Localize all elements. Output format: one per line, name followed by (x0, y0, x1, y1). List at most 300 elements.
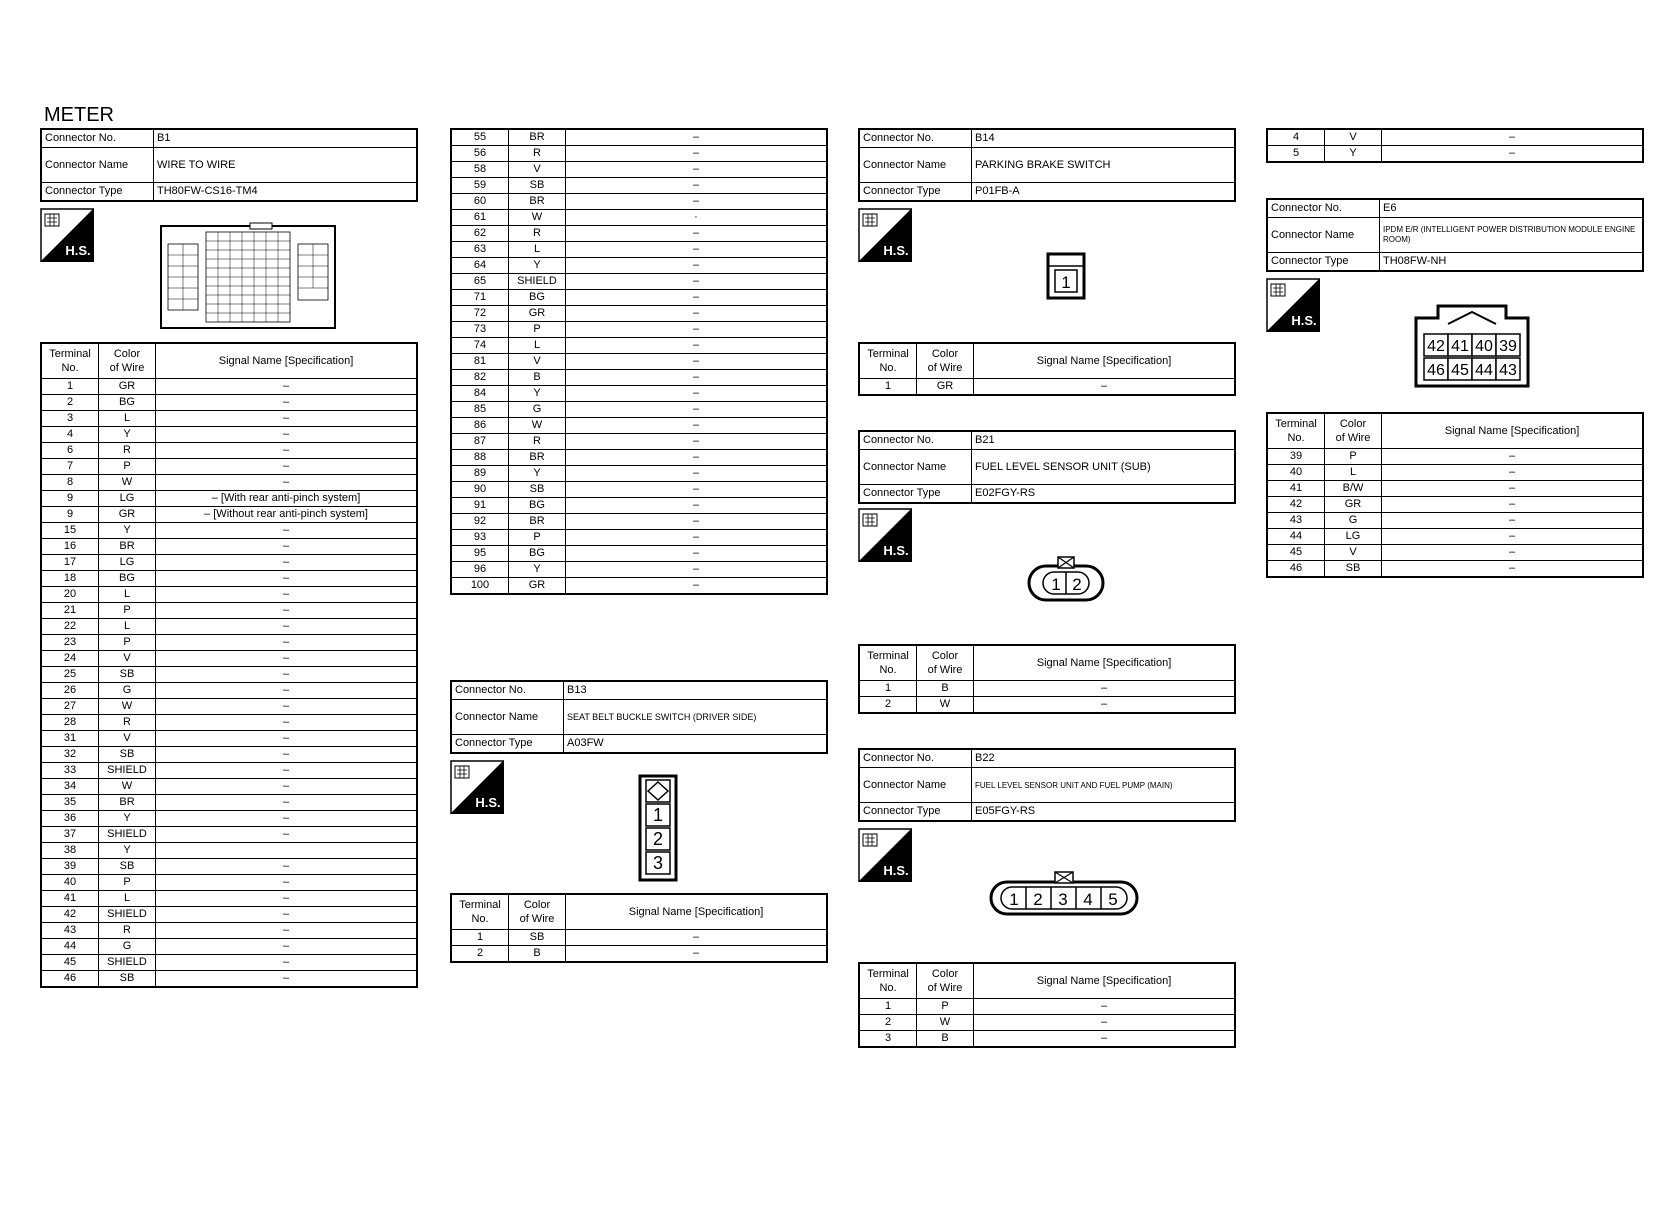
signal-name-cell: – (156, 795, 418, 811)
wire-color-cell: P (509, 322, 566, 338)
wire-color-cell: L (99, 587, 156, 603)
terminal-no-cell: 6 (41, 443, 99, 459)
connector-name-label: Connector Name (41, 148, 154, 183)
e6-pin-45: 45 (1451, 362, 1469, 379)
terminal-no-cell: 44 (41, 939, 99, 955)
wire-color-cell: SHIELD (99, 763, 156, 779)
connector-type-label: Connector Type (859, 485, 972, 504)
table-row (451, 146, 827, 162)
terminal-no-cell: 74 (451, 338, 509, 354)
terminal-no-cell: 36 (41, 811, 99, 827)
table-row (451, 370, 827, 386)
terminal-no-cell: 63 (451, 242, 509, 258)
connector-type-label: Connector Type (451, 735, 564, 754)
connector-no-label: Connector No. (859, 129, 972, 148)
wire-color-cell: SB (1325, 561, 1382, 578)
table-row (1267, 561, 1643, 578)
signal-name-cell: – (156, 443, 418, 459)
connector-name-label: Connector Name (451, 700, 564, 735)
b13-rows (451, 930, 827, 963)
terminal-no-cell: 1 (41, 379, 99, 395)
hs-harness-side-icon (450, 760, 504, 814)
connector-no-label: Connector No. (451, 681, 564, 700)
signal-name-cell: – (156, 939, 418, 955)
table-row (41, 891, 417, 907)
wire-color-cell: LG (99, 555, 156, 571)
signal-name-cell: – (156, 459, 418, 475)
b21-connector-type: E02FGY-RS (972, 485, 1236, 504)
terminal-no-cell: 39 (41, 859, 99, 875)
table-row (1267, 529, 1643, 545)
table-row (41, 587, 417, 603)
wire-color-cell: SB (99, 859, 156, 875)
e6-pin-41: 41 (1451, 338, 1469, 355)
wire-color-cell: R (509, 434, 566, 450)
table-row (41, 859, 417, 875)
signal-name-header: Signal Name [Specification] (156, 343, 418, 379)
table-row (41, 683, 417, 699)
terminal-label: Terminal (867, 348, 909, 360)
signal-name-cell: – (156, 955, 418, 971)
terminal-no-cell: 3 (41, 411, 99, 427)
terminal-no-cell: 37 (41, 827, 99, 843)
table-row (451, 450, 827, 466)
wire-color-cell: GR (509, 306, 566, 322)
table-row (451, 402, 827, 418)
of-wire-label: of Wire (109, 362, 145, 374)
wire-color-cell: V (1325, 129, 1382, 146)
b22-pin-1: 1 (1009, 890, 1019, 909)
b1-terminal-table-continued (450, 128, 828, 595)
e6-pin-43: 43 (1499, 362, 1517, 379)
wire-color-cell: LG (1325, 529, 1382, 545)
b14-info-table (858, 128, 1236, 202)
signal-name-cell: – (566, 129, 828, 146)
wire-color-cell: GR (1325, 497, 1382, 513)
terminal-no-cell: 88 (451, 450, 509, 466)
color-label: Color (1339, 418, 1367, 430)
table-row (859, 1031, 1235, 1048)
hs-label: H.S. (883, 543, 909, 558)
terminal-no-cell: 89 (451, 466, 509, 482)
wire-color-cell: B (917, 681, 974, 697)
table-row (41, 411, 417, 427)
b22-pin-3: 3 (1058, 890, 1068, 909)
wire-color-cell: BR (99, 795, 156, 811)
wire-color-cell: BG (509, 290, 566, 306)
terminal-no-cell: 64 (451, 258, 509, 274)
wire-color-cell: W (99, 779, 156, 795)
table-row (41, 427, 417, 443)
b14-rows (859, 379, 1235, 396)
connector-no-label: Connector No. (41, 129, 154, 148)
signal-name-cell: – (566, 162, 828, 178)
wire-color-cell: GR (509, 578, 566, 595)
terminal-no-header (859, 963, 917, 999)
signal-name-cell: – (566, 466, 828, 482)
of-wire-label: of Wire (927, 664, 963, 676)
hs-label: H.S. (65, 243, 91, 258)
connector-name-label: Connector Name (859, 450, 972, 485)
hs-label: H.S. (883, 863, 909, 878)
table-row (41, 779, 417, 795)
terminal-no-cell: 9 (41, 507, 99, 523)
table-row (451, 418, 827, 434)
signal-name-cell: – [Without rear anti-pinch system] (156, 507, 418, 523)
terminal-no-cell: 4 (1267, 129, 1325, 146)
table-row (1267, 481, 1643, 497)
wire-color-cell: B (509, 946, 566, 963)
signal-name-cell: – (1382, 481, 1644, 497)
signal-name-cell: – (566, 498, 828, 514)
wire-color-cell: BG (99, 395, 156, 411)
wire-color-cell: GR (99, 379, 156, 395)
terminal-no-cell: 22 (41, 619, 99, 635)
table-row (41, 491, 417, 507)
table-row (1267, 513, 1643, 529)
table-row (41, 843, 417, 859)
wire-color-header (917, 963, 974, 999)
terminal-no-cell: 46 (1267, 561, 1325, 578)
signal-name-cell: – (156, 683, 418, 699)
terminal-no-cell: 1 (859, 999, 917, 1015)
b13-connector-type: A03FW (564, 735, 828, 754)
wire-color-cell: V (1325, 545, 1382, 561)
wire-color-cell: L (1325, 465, 1382, 481)
table-row (41, 539, 417, 555)
b21-pin-2: 2 (1072, 575, 1082, 594)
wire-color-cell: SHIELD (99, 827, 156, 843)
terminal-no-cell: 40 (41, 875, 99, 891)
terminal-label: Terminal (459, 899, 501, 911)
signal-name-cell: – (1382, 129, 1644, 146)
signal-name-cell: – (156, 763, 418, 779)
terminal-no-cell: 40 (1267, 465, 1325, 481)
b21-info-table (858, 430, 1236, 504)
hs-harness-side-icon (40, 208, 94, 262)
signal-name-cell: – (156, 715, 418, 731)
e6-pin-42: 42 (1427, 338, 1445, 355)
signal-name-cell: – (566, 434, 828, 450)
wire-color-cell: R (99, 923, 156, 939)
signal-name-cell: – [With rear anti-pinch system] (156, 491, 418, 507)
wire-color-header (917, 343, 974, 379)
signal-name-cell: – (156, 651, 418, 667)
b22-rows-continued (1267, 129, 1643, 162)
e6-terminal-table (1266, 412, 1644, 578)
hs-label: H.S. (475, 795, 501, 810)
table-row (451, 178, 827, 194)
terminal-no-cell: 41 (1267, 481, 1325, 497)
b1-rows (41, 379, 417, 988)
table-row (41, 603, 417, 619)
terminal-no-cell: 92 (451, 514, 509, 530)
signal-name-cell: – (156, 891, 418, 907)
signal-name-cell: – (566, 274, 828, 290)
signal-name-cell: – (566, 562, 828, 578)
signal-name-cell (156, 843, 418, 859)
wire-color-cell: BG (509, 546, 566, 562)
signal-name-cell: – (566, 322, 828, 338)
table-row (451, 274, 827, 290)
table-row (859, 379, 1235, 396)
wire-color-cell: G (1325, 513, 1382, 529)
signal-name-cell: – (566, 930, 828, 946)
table-row (451, 354, 827, 370)
table-row (41, 379, 417, 395)
terminal-no-cell: 26 (41, 683, 99, 699)
e6-pin-44: 44 (1475, 362, 1493, 379)
connector-no-label: Connector No. (1267, 199, 1380, 218)
b22-pin-4: 4 (1083, 890, 1093, 909)
signal-name-cell: – (1382, 561, 1644, 578)
connector-type-label: Connector Type (41, 183, 154, 202)
terminal-no-cell: 18 (41, 571, 99, 587)
b13-pin-1: 1 (652, 805, 664, 825)
terminal-no-cell: 56 (451, 146, 509, 162)
signal-name-cell: – (974, 1015, 1236, 1031)
wire-color-cell: Y (99, 523, 156, 539)
table-row (41, 971, 417, 988)
wire-color-cell: V (99, 651, 156, 667)
wire-color-cell: SB (99, 667, 156, 683)
b1-connector-name: WIRE TO WIRE (154, 148, 418, 183)
table-row (451, 466, 827, 482)
terminal-no-cell: 39 (1267, 449, 1325, 465)
e6-connector-no: E6 (1380, 199, 1644, 218)
table-row (41, 875, 417, 891)
wire-color-cell: W (917, 697, 974, 714)
table-row (451, 386, 827, 402)
terminal-no-cell: 3 (859, 1031, 917, 1048)
wire-color-cell: SB (509, 482, 566, 498)
wire-color-cell: BR (99, 539, 156, 555)
terminal-no-cell: 21 (41, 603, 99, 619)
signal-name-cell: – (566, 258, 828, 274)
wire-color-cell: R (509, 146, 566, 162)
terminal-no-cell: 46 (41, 971, 99, 988)
terminal-no-header (859, 645, 917, 681)
page-title: METER (44, 104, 114, 126)
table-row (41, 523, 417, 539)
terminal-no-cell: 84 (451, 386, 509, 402)
b13-info-table (450, 680, 828, 754)
table-row (41, 443, 417, 459)
signal-name-cell: – (156, 379, 418, 395)
terminal-no-cell: 41 (41, 891, 99, 907)
b13-connector-name: SEAT BELT BUCKLE SWITCH (DRIVER SIDE) (564, 700, 828, 735)
wire-color-cell: GR (917, 379, 974, 396)
hs-label: H.S. (883, 243, 909, 258)
hs-harness-side-icon (858, 508, 912, 562)
table-row (859, 681, 1235, 697)
terminal-no-cell: 2 (41, 395, 99, 411)
terminal-no-cell: 86 (451, 418, 509, 434)
table-row (451, 242, 827, 258)
signal-name-cell: – (566, 194, 828, 210)
b13-connector-no: B13 (564, 681, 828, 700)
b22-connector-face (988, 870, 1140, 916)
terminal-no-cell: 65 (451, 274, 509, 290)
signal-name-cell: – (156, 571, 418, 587)
wire-color-cell: Y (99, 811, 156, 827)
wire-color-cell: L (99, 619, 156, 635)
signal-name-header: Signal Name [Specification] (974, 645, 1236, 681)
table-row (41, 731, 417, 747)
terminal-no-cell: 5 (1267, 146, 1325, 163)
wire-color-cell: SHIELD (509, 274, 566, 290)
signal-name-cell: – (566, 402, 828, 418)
table-row (41, 619, 417, 635)
wire-color-cell: B/W (1325, 481, 1382, 497)
signal-name-cell: – (156, 667, 418, 683)
b22-pin-5: 5 (1108, 890, 1118, 909)
wire-color-cell: P (99, 603, 156, 619)
wire-color-cell: P (509, 530, 566, 546)
table-row (41, 507, 417, 523)
terminal-no-label: No. (879, 664, 897, 676)
wire-color-cell: L (509, 338, 566, 354)
b22-info-table (858, 748, 1236, 822)
signal-name-cell: – (156, 827, 418, 843)
terminal-no-cell: 100 (451, 578, 509, 595)
e6-rows (1267, 449, 1643, 578)
connector-no-label: Connector No. (859, 431, 972, 450)
signal-name-cell: – (566, 290, 828, 306)
wire-color-cell: G (99, 683, 156, 699)
wire-color-cell: SB (509, 178, 566, 194)
wire-color-header (1325, 413, 1382, 449)
table-row (451, 258, 827, 274)
terminal-no-cell: 71 (451, 290, 509, 306)
signal-name-cell: – (566, 354, 828, 370)
b14-connector-type: P01FB-A (972, 183, 1236, 202)
terminal-no-cell: 20 (41, 587, 99, 603)
terminal-no-cell: 58 (451, 162, 509, 178)
wire-color-cell: SB (99, 747, 156, 763)
signal-name-cell: – (566, 146, 828, 162)
connector-type-label: Connector Type (859, 803, 972, 822)
terminal-no-cell: 1 (451, 930, 509, 946)
terminal-no-cell: 9 (41, 491, 99, 507)
terminal-no-cell: 91 (451, 498, 509, 514)
table-row (451, 930, 827, 946)
terminal-no-cell: 15 (41, 523, 99, 539)
b13-connector-face (638, 774, 678, 882)
terminal-no-cell: 31 (41, 731, 99, 747)
e6-info-table (1266, 198, 1644, 272)
signal-name-header: Signal Name [Specification] (974, 343, 1236, 379)
signal-name-cell: – (156, 395, 418, 411)
terminal-label: Terminal (867, 650, 909, 662)
wire-color-cell: P (917, 999, 974, 1015)
terminal-no-header (1267, 413, 1325, 449)
e6-pin-46: 46 (1427, 362, 1445, 379)
hs-label: H.S. (1291, 313, 1317, 328)
signal-name-cell: – (156, 859, 418, 875)
terminal-no-cell: 17 (41, 555, 99, 571)
terminal-no-label: No. (1287, 432, 1305, 444)
signal-name-header: Signal Name [Specification] (1382, 413, 1644, 449)
terminal-no-header (41, 343, 99, 379)
terminal-no-cell: 62 (451, 226, 509, 242)
signal-name-cell: – (566, 946, 828, 963)
color-label: Color (931, 348, 959, 360)
table-row (451, 290, 827, 306)
terminal-no-label: No. (879, 362, 897, 374)
b22-terminal-table-continued (1266, 128, 1644, 163)
table-row (41, 699, 417, 715)
wire-color-cell: B (917, 1031, 974, 1048)
signal-name-cell: – (156, 603, 418, 619)
table-row (1267, 545, 1643, 561)
signal-name-cell: – (974, 999, 1236, 1015)
terminal-no-cell: 27 (41, 699, 99, 715)
b22-connector-no: B22 (972, 749, 1236, 768)
b14-connector-face (1046, 252, 1086, 300)
wire-color-cell: Y (99, 427, 156, 443)
terminal-no-cell: 73 (451, 322, 509, 338)
connector-type-label: Connector Type (859, 183, 972, 202)
wire-color-cell: SHIELD (99, 955, 156, 971)
terminal-no-cell: 43 (1267, 513, 1325, 529)
wire-color-cell: W (509, 210, 566, 226)
wire-color-cell: Y (99, 843, 156, 859)
wire-color-cell: V (509, 162, 566, 178)
signal-name-cell: – (1382, 465, 1644, 481)
signal-name-cell: – (156, 747, 418, 763)
table-row (451, 434, 827, 450)
table-row (451, 578, 827, 595)
table-row (451, 546, 827, 562)
wire-color-cell: BR (509, 450, 566, 466)
wire-color-cell: L (99, 411, 156, 427)
connector-name-label: Connector Name (1267, 218, 1380, 253)
wire-color-cell: BR (509, 194, 566, 210)
wire-color-cell: W (99, 699, 156, 715)
color-label: Color (523, 899, 551, 911)
b22-terminal-table (858, 962, 1236, 1048)
signal-name-cell: – (566, 546, 828, 562)
terminal-no-cell: 2 (451, 946, 509, 963)
signal-name-cell: – (156, 699, 418, 715)
wire-color-cell: G (509, 402, 566, 418)
wire-color-cell: R (99, 715, 156, 731)
signal-name-cell: · (566, 210, 828, 226)
table-row (41, 811, 417, 827)
wire-color-cell: P (99, 875, 156, 891)
terminal-no-label: No. (879, 982, 897, 994)
signal-name-cell: – (566, 450, 828, 466)
wire-color-cell: BG (99, 571, 156, 587)
e6-connector-name (1380, 218, 1644, 253)
of-wire-label: of Wire (1335, 432, 1371, 444)
signal-name-cell: – (566, 578, 828, 595)
signal-name-cell: – (156, 619, 418, 635)
signal-name-cell: – (1382, 146, 1644, 163)
table-row (41, 939, 417, 955)
b22-connector-name: FUEL LEVEL SENSOR UNIT AND FUEL PUMP (MAIN) (972, 768, 1236, 803)
terminal-no-cell: 81 (451, 354, 509, 370)
color-label: Color (931, 968, 959, 980)
signal-name-cell: – (1382, 529, 1644, 545)
wire-color-cell: SHIELD (99, 907, 156, 923)
terminal-no-cell: 45 (41, 955, 99, 971)
b14-connector-name: PARKING BRAKE SWITCH (972, 148, 1236, 183)
table-row (451, 514, 827, 530)
b13-pin-3: 3 (652, 853, 664, 873)
b1-connector-type: TH80FW-CS16-TM4 (154, 183, 418, 202)
